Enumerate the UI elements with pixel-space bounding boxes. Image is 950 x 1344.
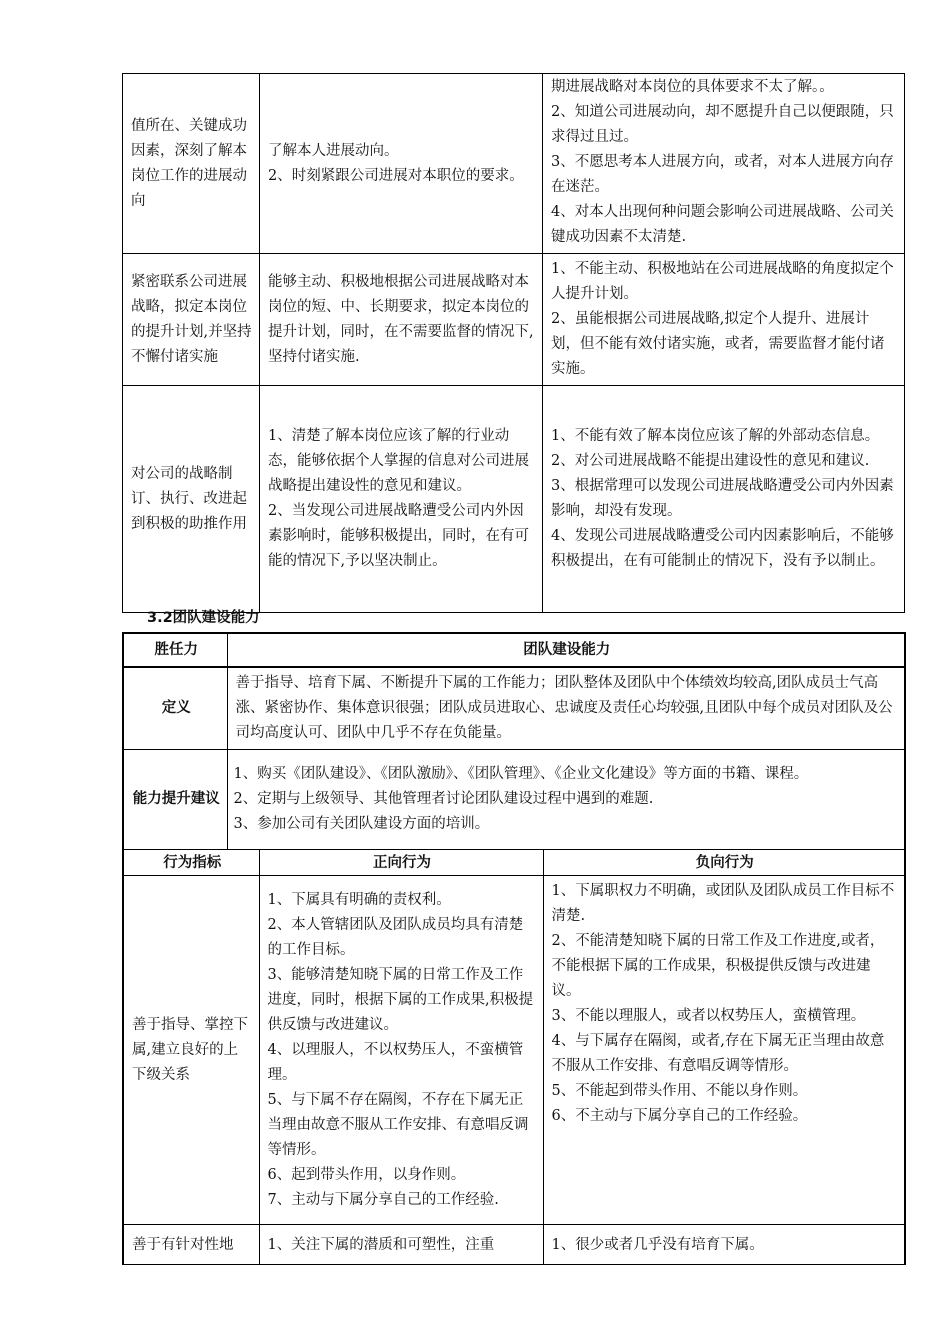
suggestion-label: 能力提升建议 — [123, 750, 227, 850]
negative-item: 3、根据常理可以发现公司进展战略遭受公司内外因素影响，却没有发现。 — [551, 478, 894, 519]
negative-item: 1、下属职权力不明确，或团队及团队成员工作目标不清楚. — [551, 883, 895, 924]
table-row — [123, 876, 905, 1225]
negative-item: 3、不能以理服人，或者以权势压人，蛮横管理。 — [551, 1008, 866, 1024]
suggestion-list — [227, 750, 905, 850]
positive-item: 1、关注下属的潜质和可塑性，注重 — [267, 1237, 495, 1253]
positive-item: 2、当发现公司进展战略遭受公司内外因素影响时，能够积极提出，同时，在有可能的情况下,予以坚决制止。 — [268, 503, 529, 569]
negative-item: 2、对公司进展战略不能提出建设性的意见和建议. — [551, 453, 870, 469]
column-header-row — [123, 850, 905, 876]
positive-item: 3、能够清楚知晓下属的日常工作及工作进度，同时，根据下属的工作成果,积极提供反馈与改进建议。 — [267, 966, 534, 1033]
positive-item: 1、下属具有明确的责权利。 — [267, 891, 451, 908]
table-row — [123, 254, 905, 386]
suggestion-item: 1、购买《团队建设》、《团队激励》、《团队管理》、《企业文化建设》等方面的书籍、课程。 — [233, 766, 809, 782]
competency-label: 胜任力 — [123, 633, 227, 667]
indicator-cell: 对公司的战略制订、执行、改进起到积极的助推作用 — [123, 386, 260, 613]
indicator-cell: 善于指导、掌控下属,建立良好的上下级关系 — [123, 876, 259, 1225]
behavior-table-continued — [122, 73, 905, 613]
definition-label: 定义 — [123, 667, 227, 750]
negative-cell — [543, 74, 905, 254]
table-row — [123, 1225, 905, 1265]
suggestion-item: 3、参加公司有关团队建设方面的培训。 — [233, 816, 490, 832]
negative-item: 期进展战略对本岗位的具体要求不太了解。。 — [551, 79, 834, 95]
positive-item: 2、时刻紧跟公司进展对本职位的要求。 — [268, 167, 524, 184]
positive-cell — [259, 876, 543, 1225]
table-row — [123, 386, 905, 613]
competency-table — [122, 632, 906, 1265]
negative-item: 2、知道公司进展动向，却不愿提升自己以便跟随，只求得过且过。 — [551, 104, 894, 145]
indicator-cell: 善于有针对性地 — [123, 1225, 259, 1265]
definition-row — [123, 667, 905, 750]
col-indicator-header: 行为指标 — [123, 850, 259, 876]
positive-item: 7、主动与下属分享自己的工作经验. — [267, 1191, 499, 1208]
col-positive-header: 正向行为 — [259, 850, 543, 876]
section-title: 3.2团队建设能力 — [147, 610, 260, 626]
negative-item: 3、不愿思考本人进展方向，或者，对本人进展方向存在迷茫。 — [551, 154, 894, 195]
positive-cell — [260, 386, 543, 613]
positive-cell — [260, 74, 543, 254]
positive-cell — [259, 1225, 543, 1265]
col-negative-header: 负向行为 — [543, 850, 905, 876]
negative-item: 1、不能主动、积极地站在公司进展战略的角度拟定个人提升计划。 — [551, 261, 894, 302]
negative-item: 1、不能有效了解本岗位应该了解的外部动态信息。 — [551, 428, 880, 444]
negative-cell — [543, 386, 905, 613]
negative-cell — [543, 254, 905, 386]
negative-cell — [543, 876, 905, 1225]
negative-item: 2、虽能根据公司进展战略,拟定个人提升、进展计划，但不能有效付诸实施，或者，需要监督才能付诸实施。 — [551, 311, 885, 377]
positive-item: 了解本人进展动向。 — [268, 142, 399, 159]
positive-item: 1、清楚了解本岗位应该了解的行业动态，能够依据个人掌握的信息对公司进展战略提出建设性的意见和建议。 — [268, 428, 529, 494]
negative-item: 4、发现公司进展战略遭受公司内因素影响后，不能够积极提出，在有可能制止的情况下，没有予以制止。 — [551, 528, 894, 569]
negative-item: 1、很少或者几乎没有培育下属。 — [551, 1237, 764, 1253]
indicator-cell: 紧密联系公司进展战略，拟定本岗位的提升计划,并坚持不懈付诸实施 — [123, 254, 260, 386]
negative-item: 2、不能清楚知晓下属的日常工作及工作进度,或者，不能根据下属的工作成果，积极提供反馈与改进建议。 — [551, 933, 885, 999]
competency-name: 团队建设能力 — [227, 633, 905, 667]
negative-item: 4、对本人出现何种问题会影响公司进展战略、公司关键成功因素不太清楚. — [551, 204, 894, 245]
positive-item: 2、本人管辖团队及团队成员均具有清楚的工作目标。 — [267, 916, 524, 958]
positive-item: 4、以理服人，不以权势压人，不蛮横管理。 — [267, 1041, 524, 1083]
positive-item: 能够主动、积极地根据公司进展战略对本岗位的短、中、长期要求，拟定本岗位的提升计划，同时，在不需要监督的情况下,坚持付诸实施. — [268, 273, 534, 365]
table-row — [123, 74, 905, 254]
definition-text: 善于指导、培育下属、不断提升下属的工作能力；团队整体及团队中个体绩效均较高,团队成员士气高涨、紧密协作、集体意识很强；团队成员进取心、忠诚度及责任心均较强,且团队中每个成员对团队及公司均高度认可、团队中几乎不存在负能量。 — [227, 667, 905, 750]
negative-item: 6、不主动与下属分享自己的工作经验。 — [551, 1108, 808, 1124]
positive-item: 5、与下属不存在隔阂，不存在下属无正当理由故意不服从工作安排、有意唱反调等情形。 — [267, 1091, 529, 1158]
negative-item: 4、与下属存在隔阂，或者,存在下属无正当理由故意不服从工作安排、有意唱反调等情形。 — [551, 1033, 885, 1074]
negative-item: 5、不能起到带头作用、不能以身作则。 — [551, 1083, 808, 1099]
positive-item: 6、起到带头作用，以身作则。 — [267, 1166, 466, 1183]
suggestion-item: 2、定期与上级领导、其他管理者讨论团队建设过程中遇到的难题. — [233, 791, 654, 807]
suggestion-row — [123, 750, 905, 850]
positive-cell — [260, 254, 543, 386]
competency-header-row — [123, 633, 905, 667]
negative-cell — [543, 1225, 905, 1265]
indicator-cell: 值所在、关键成功因素，深刻了解本岗位工作的进展动向 — [123, 74, 260, 254]
